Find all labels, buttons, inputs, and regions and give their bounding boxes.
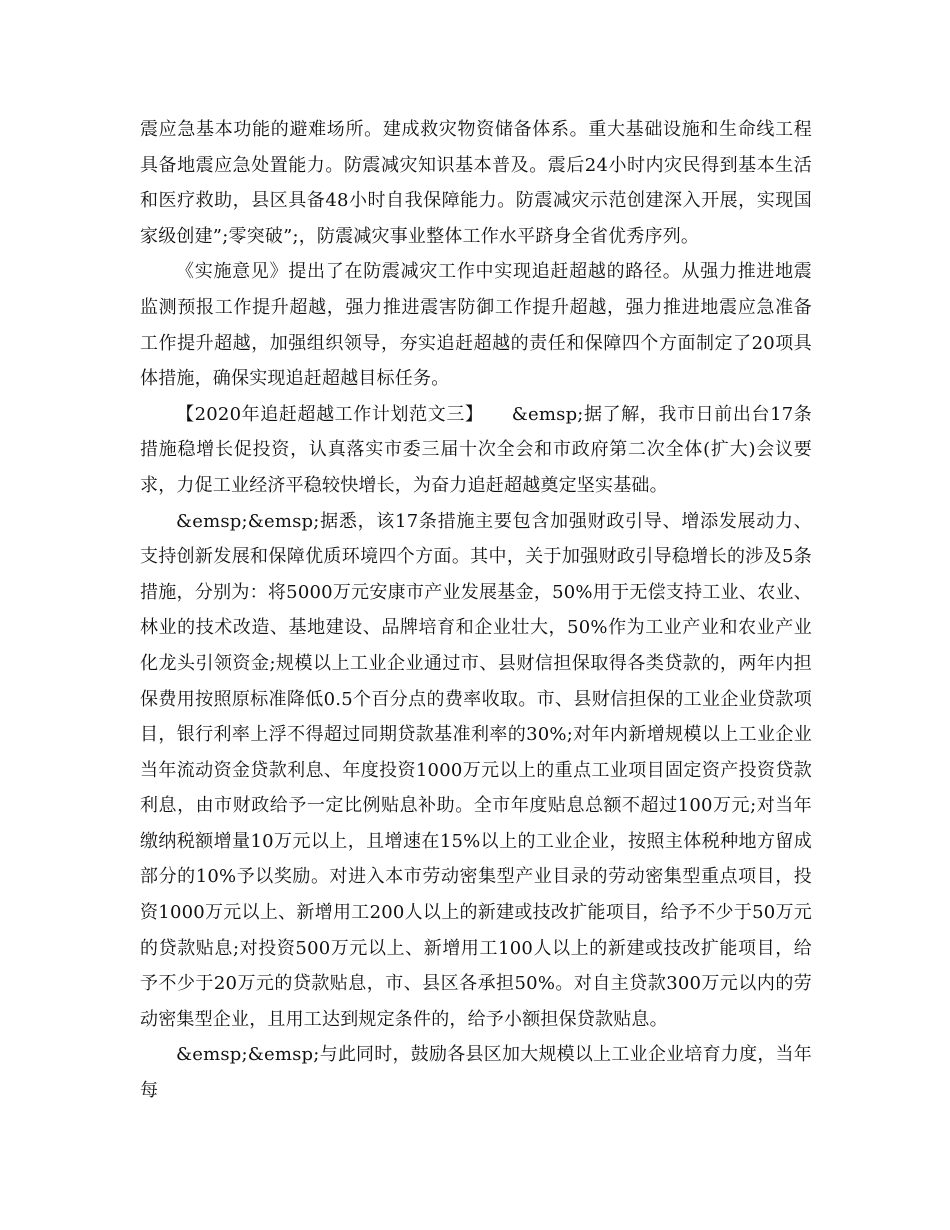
paragraph-1: 震应急基本功能的避难场所。建成救灾物资储备体系。重大基础设施和生命线工程具备地震应急处置能力。防震减灾知识基本普及。震后24小时内灾民得到基本生活和医疗救助，县区具备48小时自我保障能力。防震减灾示范创建深入开展，实现国家级创建”;零突破”;，防震减灾事业整体工作水平跻身全省优秀序列。	[140, 119, 812, 247]
paragraph-5: &emsp;&emsp;与此同时，鼓励各县区加大规模以上工业企业培育力度，当年每	[140, 1044, 812, 1102]
document-body	[140, 112, 812, 1109]
paragraph-2: 《实施意见》提出了在防震减灾工作中实现追赶超越的路径。从强力推进地震监测预报工作提升超越，强力推进震害防御工作提升超越，强力推进地震应急准备工作提升超越，加强组织领导，夯实追赶超越的责任和保障四个方面制定了20项具体措施，确保实现追赶超越目标任务。	[140, 261, 812, 390]
paragraph-4: &emsp;&emsp;据悉，该17条措施主要包含加强财政引导、增添发展动力、支持创新发展和保障优质环境四个方面。其中，关于加强财政引导稳增长的涉及5条措施，分别为：将5000万元安康市产业发展基金，50%用于无偿支持工业、农业、林业的技术改造、基地建设、品牌培育和企业壮大，50%作为工业产业和农业产业化龙头引领资金;规模以上工业企业通过市、县财信担保取得各类贷款的，两年内担保费用按照原标准降低0.5个百分点的费率收取。市、县财信担保的工业企业贷款项目，银行利率上浮不得超过同期贷款基准利率的30%;对年内新增规模以上工业企业当年流动资金贷款利息、年度投资1000万元以上的重点工业项目固定资产投资贷款利息，由市财政给予一定比例贴息补助。全市年度贴息总额不超过100万元;对当年缴纳税额增量10万元以上，且增速在15%以上的工业企业，按照主体税种地方留成部分的10%予以奖励。对进入本市劳动密集型产业目录的劳动密集型重点项目，投资1000万元以上、新增用工200人以上的新建或技改扩能项目，给予不少于50万元的贷款贴息;对投资500万元以上、新增用工100人以上的新建或技改扩能项目，给予不少于20万元的贷款贴息，市、县区各承担50%。对自主贷款300万元以内的劳动密集型企业，且用工达到规定条件的，给予小额担保贷款贴息。	[140, 510, 812, 1030]
paragraph-3: 【2020年追赶超越工作计划范文三】 &emsp;据了解，我市日前出台17条措施稳增长促投资，认真落实市委三届十次全会和市政府第二次全体(扩大)会议要求，力促工业经济平稳较快增长，为奋力追赶超越奠定坚实基础。	[140, 403, 812, 496]
